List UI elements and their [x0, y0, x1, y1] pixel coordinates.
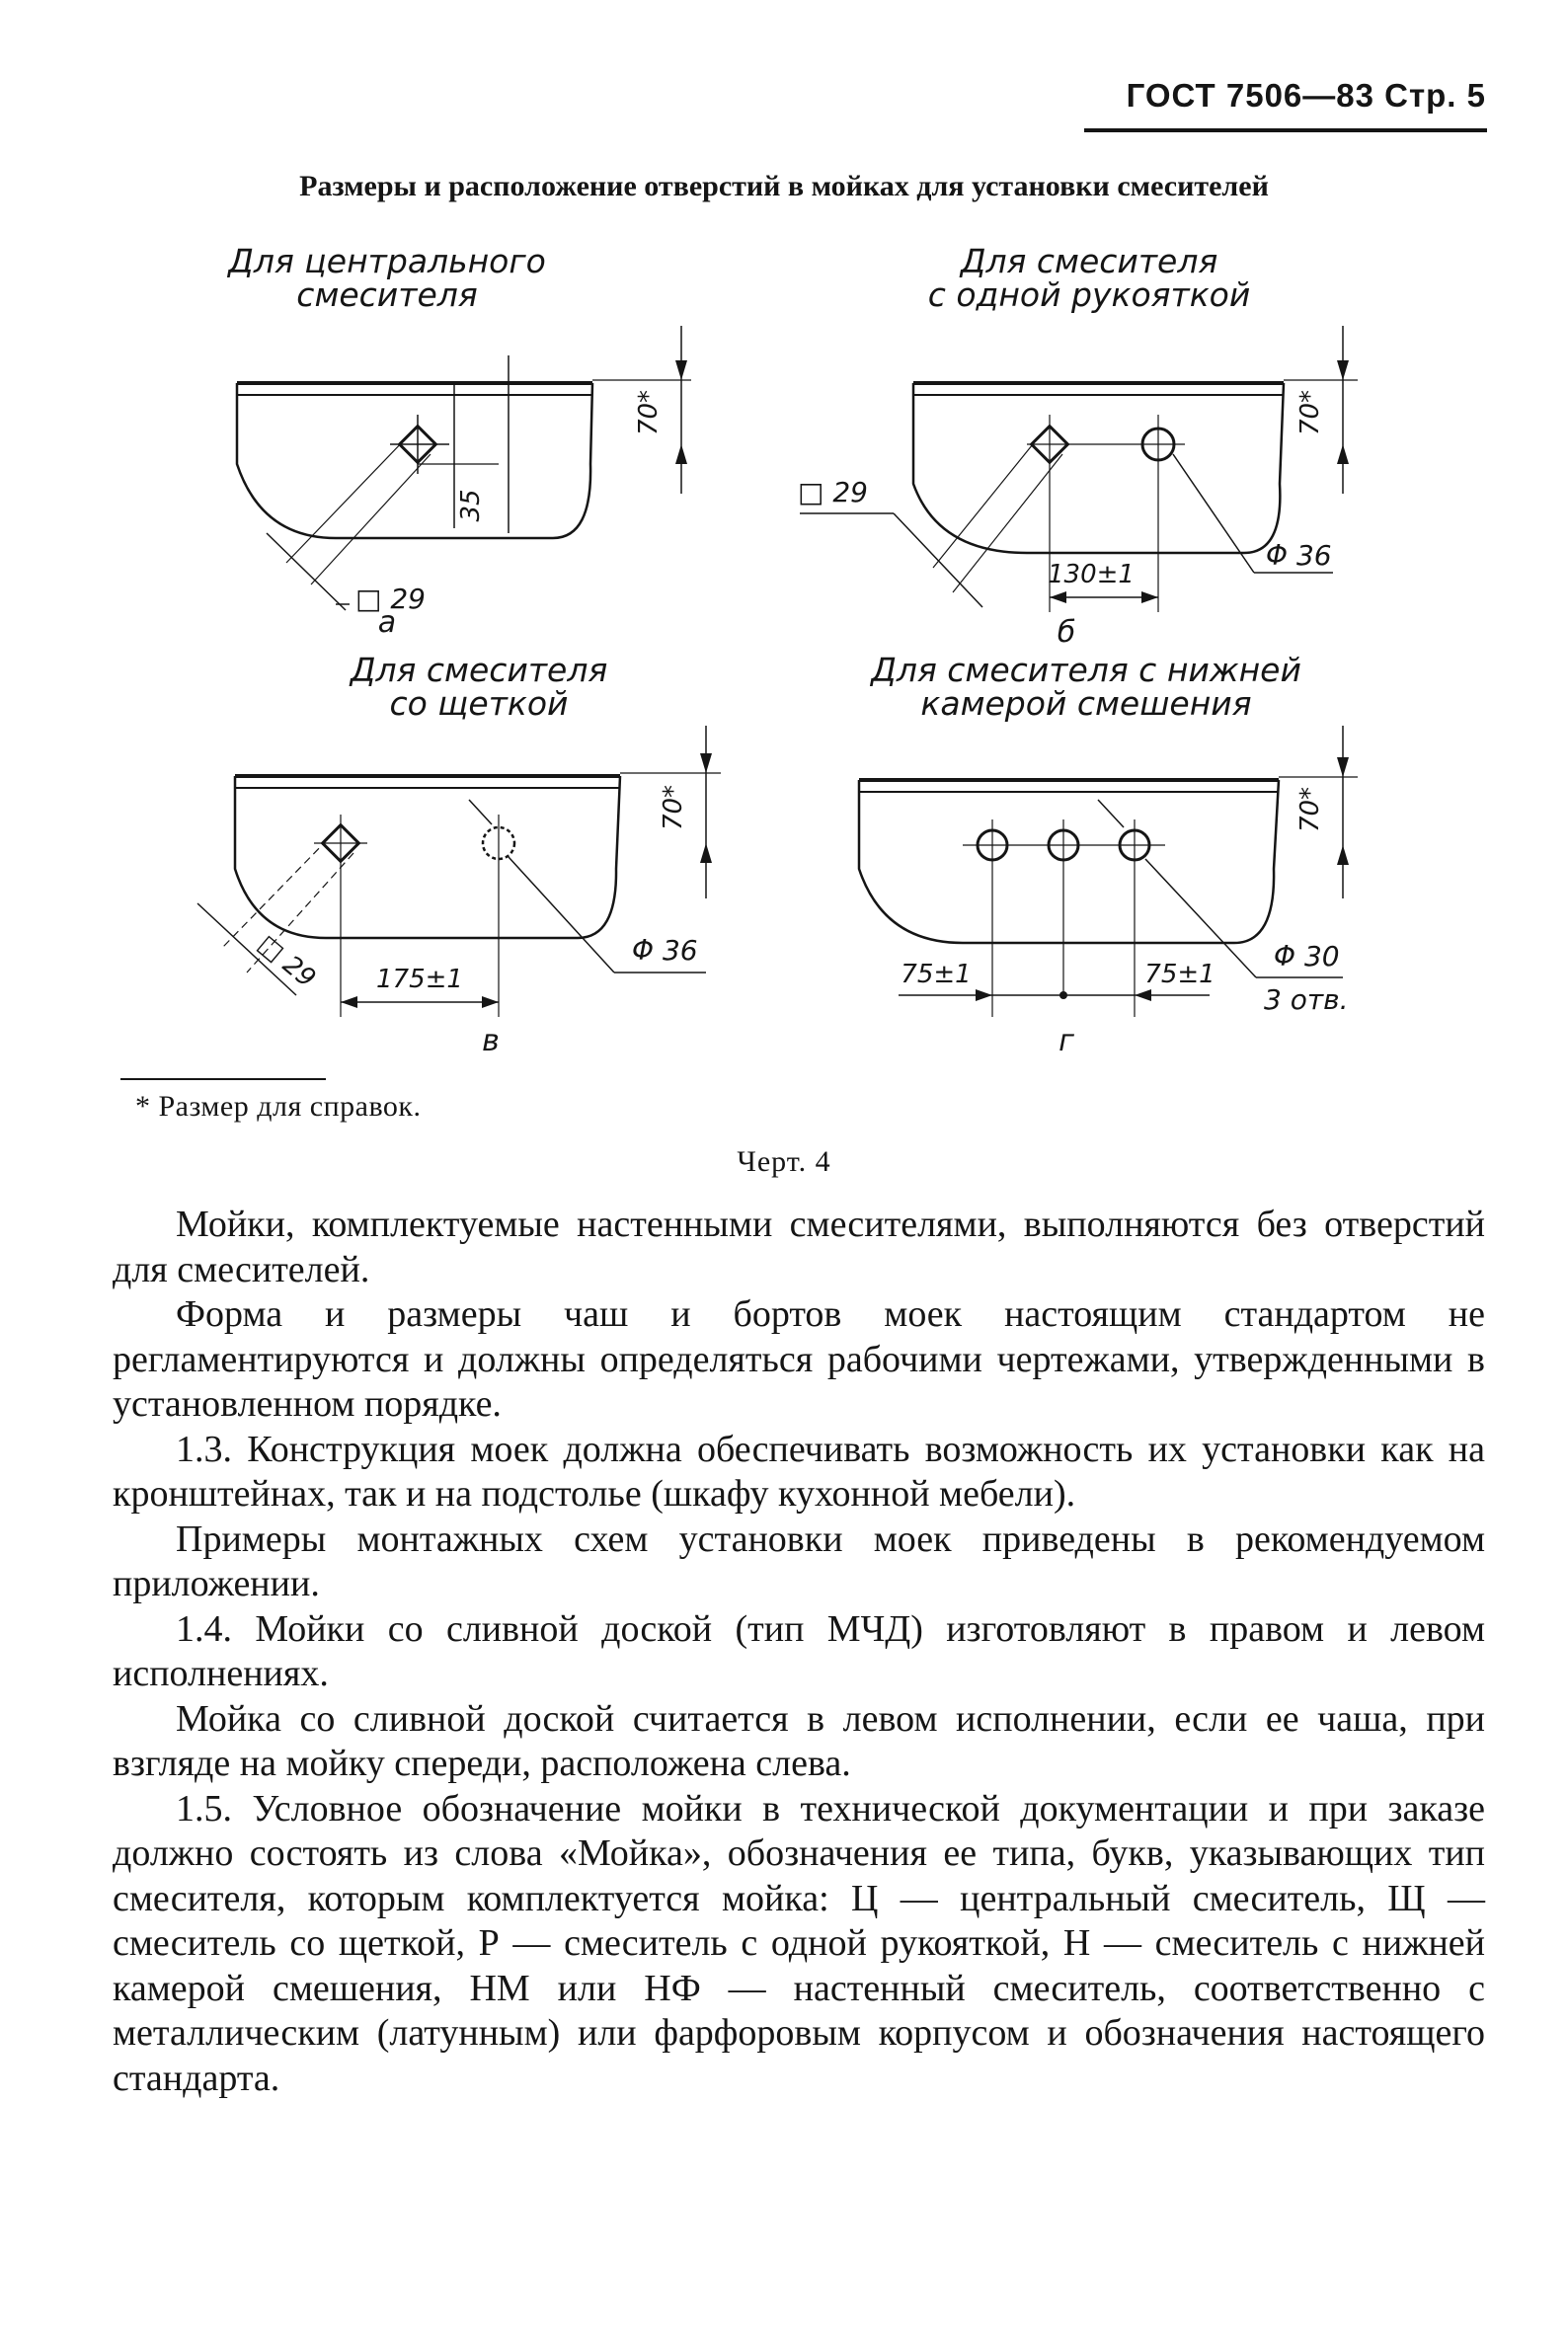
panel-b-caption-1: Для смесителя — [960, 242, 1218, 280]
paragraph: Мойки, комплектуемые настенными смесителями, выполняются без отверстий для смесителей. — [113, 1204, 1485, 1290]
panel-b — [798, 242, 1358, 650]
footnote: * Размер для справок. — [135, 1090, 422, 1123]
panel-c — [197, 651, 721, 1058]
panel-d — [859, 651, 1358, 1058]
body-text — [113, 1203, 1485, 2101]
panel-a-letter: а — [377, 605, 397, 640]
panel-b-dim-70: 70* — [1295, 389, 1325, 436]
panel-d-dim-right: 75±1 — [1144, 960, 1215, 989]
panel-c-caption-1: Для смесителя — [350, 651, 608, 689]
panel-a-dim-35: 35 — [456, 489, 486, 522]
panel-b-dim-130: 130±1 — [1048, 560, 1135, 589]
panel-b-hole-leader — [1173, 454, 1254, 573]
paragraph: Мойка со сливной доской считается в левом исполнении, если ее чаша, при взгляде на мойку спереди, расположена слева. — [113, 1697, 1485, 1784]
paragraph: 1.3. Конструкция моек должна обеспечивать возможность их установки как на кронштейнах, так и на подстолье (шкафу кухонной мебели). — [113, 1428, 1485, 1515]
panel-c-dim-175: 175±1 — [376, 965, 463, 994]
panel-b-dim-square: □ 29 — [798, 476, 868, 508]
panel-c-hole-leader — [509, 857, 614, 973]
panel-c-bowl-outline — [235, 776, 620, 938]
paragraph: 1.5. Условное обозначение мойки в технической документации и при заказе должно состоять из слова «Мойка», обозначения ее типа, букв, указывающих тип смесителя, которым комплектуется мойка: Ц — центральный смеситель, Щ — смеситель со щеткой, Р — смеситель с одной рукояткой, Н — смеситель с нижней камерой смешения, НМ или НФ — настенный смеситель, соответственно с металлическим (латунным) или фарфоровым корпусом и обозначения настоящего стандарта. — [113, 1787, 1485, 2099]
panel-d-dim-count: 3 отв. — [1264, 983, 1349, 1016]
page-header: ГОСТ 7506—83 Стр. 5 — [1126, 77, 1486, 114]
panel-c-letter: в — [482, 1024, 500, 1058]
paragraph: Примеры монтажных схем установки моек приведены в рекомендуемом приложении. — [113, 1518, 1485, 1604]
figure-title: Размеры и расположение отверстий в мойках для установки смесителей — [299, 170, 1269, 202]
panel-a-dim-70: 70* — [634, 389, 664, 436]
panel-d-caption-1: Для смесителя с нижней — [871, 651, 1301, 689]
panel-a — [226, 242, 691, 640]
panel-c-dim-square: □ 29 — [252, 929, 322, 994]
panel-c-dim-70: 70* — [659, 784, 688, 831]
panel-c-caption-2: со щеткой — [389, 684, 569, 723]
panel-b-dim-hole: Φ 36 — [1266, 539, 1332, 572]
panel-a-caption-1: Для центрального — [228, 242, 546, 280]
panel-d-dim-hole: Φ 30 — [1274, 940, 1340, 973]
panel-a-caption-2: смесителя — [296, 275, 478, 314]
figure-caption: Черт. 4 — [737, 1145, 831, 1178]
panel-b-bowl-outline — [913, 383, 1284, 553]
paragraph: 1.4. Мойки со сливной доской (тип МЧД) изготовляют в правом и левом исполнениях. — [113, 1607, 1485, 1694]
panel-a-leader — [267, 533, 346, 610]
panel-a-dim-square: □ 29 — [355, 583, 426, 615]
panel-b-caption-2: с одной рукояткой — [927, 275, 1251, 314]
panel-d-letter: г — [1058, 1024, 1074, 1058]
panel-d-dim-left: 75±1 — [901, 960, 972, 989]
panel-b-letter: б — [1057, 615, 1076, 650]
paragraph: Форма и размеры чаш и бортов моек настоящим стандартом не регламентируются и должны определяться рабочими чертежами, утвержденными в установленном порядке. — [113, 1293, 1485, 1425]
footnote-rule — [120, 1078, 326, 1080]
panel-d-caption-2: камерой смешения — [920, 684, 1252, 723]
panel-d-dim-70: 70* — [1295, 786, 1325, 833]
panel-c-dim-hole: Φ 36 — [632, 934, 698, 967]
figure-drawings — [0, 0, 1568, 1076]
panel-d-bowl-outline — [859, 780, 1279, 943]
